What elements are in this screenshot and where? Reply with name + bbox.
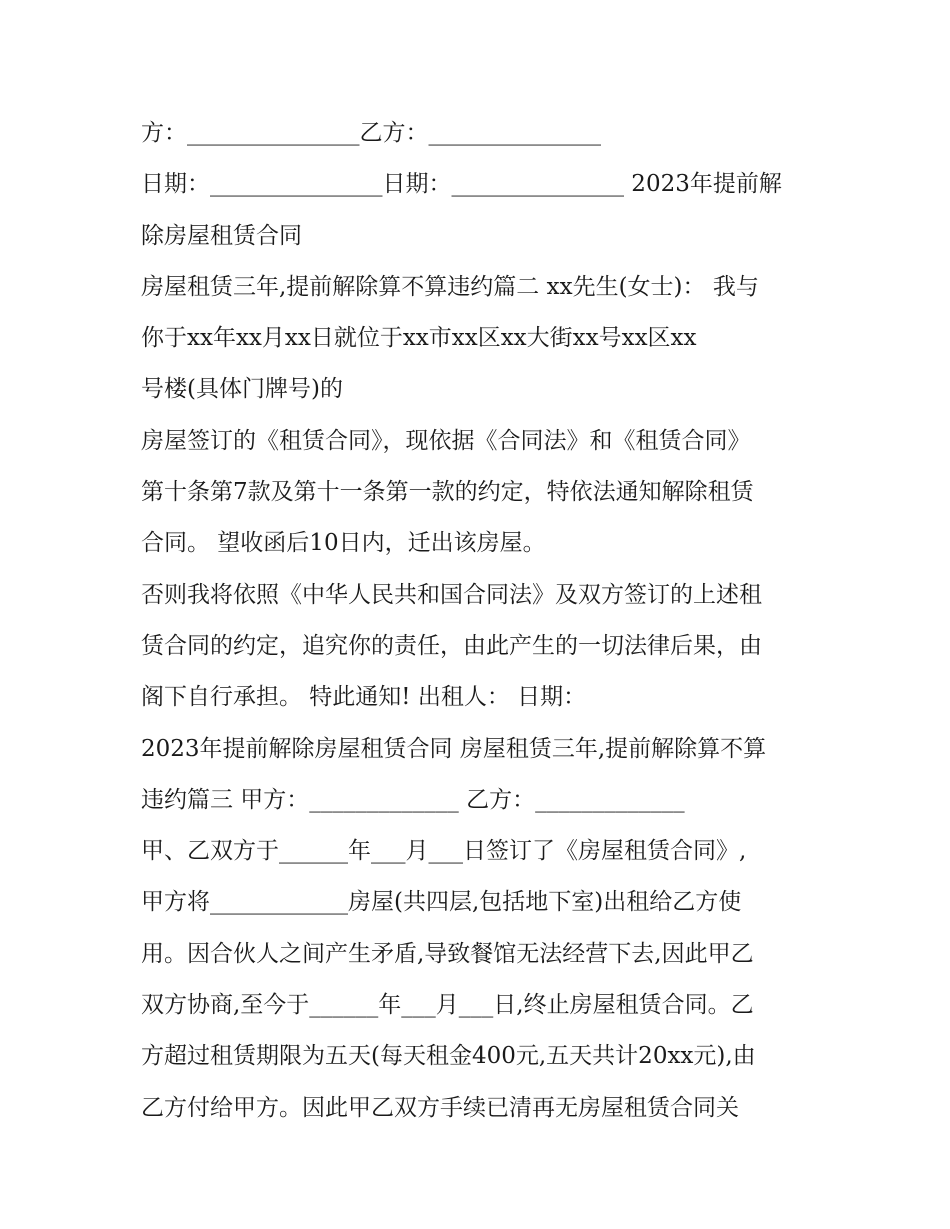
text-line-3: 除房屋租赁合同	[141, 222, 302, 249]
text-line-7: 房屋签订的《租赁合同》，现依据《合同法》和《租赁合同》	[141, 427, 751, 454]
text-line-18: 双方协商,至今于______年___月___日,终止房屋租赁合同。乙	[141, 992, 754, 1019]
text-line-1: 方：_______________乙方：_______________	[141, 120, 601, 146]
text-line-13: 2023年提前解除房屋租赁合同 房屋租赁三年,提前解除算不算	[141, 735, 767, 762]
text-line-10: 否则我将依照《中华人民共和国合同法》及双方签订的上述租	[141, 581, 762, 608]
text-line-4: 房屋租赁三年,提前解除算不算违约篇二 xx先生(女士)： 我与	[141, 273, 759, 300]
text-line-12: 阁下自行承担。 特此通知! 出租人： 日期：	[141, 684, 587, 711]
text-line-20: 乙方付给甲方。因此甲乙双方手续已清再无房屋租赁合同关	[141, 1094, 739, 1121]
document-body	[141, 108, 821, 1134]
text-line-15: 甲、乙双方于______年___月___日签订了《房屋租赁合同》,	[141, 838, 747, 865]
text-line-16: 甲方将____________房屋(共四层,包括地下室)出租给乙方使	[141, 889, 742, 916]
text-line-8: 第十条第7款及第十一条第一款的约定，特依法通知解除租赁	[141, 479, 754, 506]
text-line-5: 你于xx年xx月xx日就位于xx市xx区xx大街xx号xx区xx	[141, 325, 697, 352]
text-line-9: 合同。 望收函后10日内，迁出该房屋。	[141, 530, 546, 557]
text-line-2: 日期：_______________日期：_______________ 2023年提前解	[141, 171, 782, 198]
text-line-11: 赁合同的约定，追究你的责任，由此产生的一切法律后果，由	[141, 632, 762, 659]
text-line-19: 方超过租赁期限为五天(每天租金400元,五天共计20xx元),由	[141, 1043, 756, 1070]
text-line-6: 号楼(具体门牌号)的	[141, 376, 343, 403]
text-line-17: 用。因合伙人之间产生矛盾,导致餐馆无法经营下去,因此甲乙	[141, 940, 754, 967]
text-line-14: 违约篇三 甲方：_____________ 乙方：_____________	[141, 786, 685, 813]
